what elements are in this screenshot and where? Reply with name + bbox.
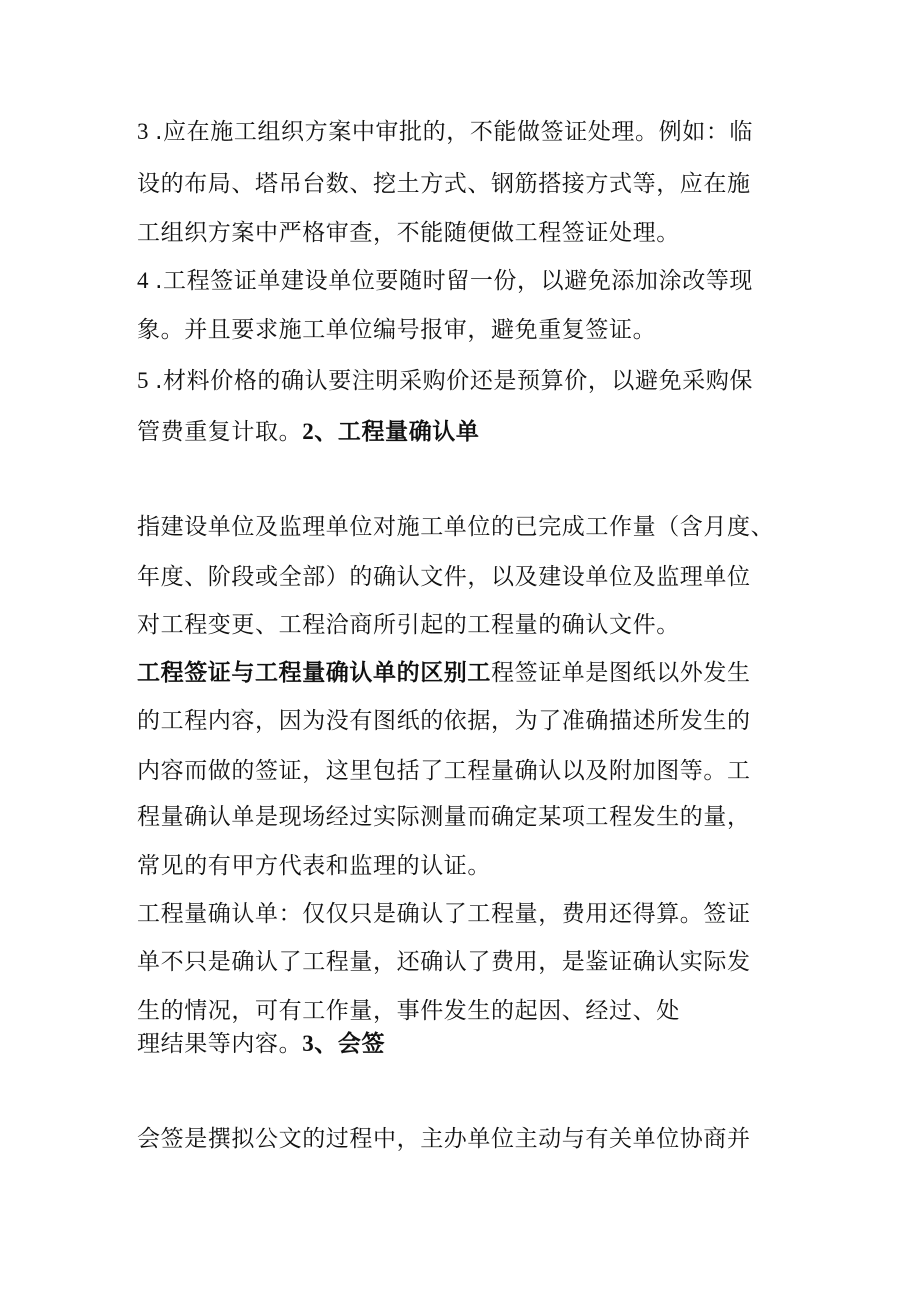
difference-para-line-5: 常见的有甲方代表和监理的认证。 xyxy=(137,853,491,879)
quantity-para-line-3: 对工程变更、工程洽商所引起的工程量的确认文件。 xyxy=(137,612,680,638)
item-3-line-3: 工组织方案中严格审查，不能随便做工程签证处理。 xyxy=(137,220,680,246)
quantity-para-line-1: 指建设单位及监理单位对施工单位的已完成工作量（含月度、 xyxy=(137,514,775,540)
item-4-text-1: .工程签证单建设单位要随时留一份，以避免添加涂改等现 xyxy=(155,268,754,294)
difference-bold-title: 工程签证与工程量确认单的区别工 xyxy=(137,660,491,686)
item-4-number: 4 xyxy=(137,268,150,293)
item-5-line-2 xyxy=(137,417,480,447)
difference-text-1: 程签证单是图纸以外发生 xyxy=(491,660,751,686)
compare-para-line-4 xyxy=(137,1029,385,1059)
item-5-text-2: 管费重复计取。 xyxy=(137,419,303,445)
item-3-line-2: 设的布局、塔吊台数、挖土方式、钢筋搭接方式等，应在施 xyxy=(137,171,751,197)
difference-para-line-1 xyxy=(137,658,751,688)
item-5-line-1 xyxy=(137,366,753,396)
item-3-number: 3 xyxy=(137,119,150,144)
section-2-number: 2、 xyxy=(302,419,338,444)
section-3-heading: 会签 xyxy=(337,1031,386,1057)
difference-para-line-3: 内容而做的签证，这里包括了工程量确认以及附加图等。工 xyxy=(137,758,751,784)
quantity-para-line-2: 年度、阶段或全部）的确认文件，以及建设单位及监理单位 xyxy=(137,564,751,590)
difference-para-line-4: 程量确认单是现场经过实际测量而确定某项工程发生的量， xyxy=(137,804,751,830)
section-3-number: 3、 xyxy=(302,1031,338,1056)
item-4-line-2: 象。并且要求施工单位编号报审，避免重复签证。 xyxy=(137,317,657,343)
countersign-para-line-1: 会签是撰拟公文的过程中，主办单位主动与有关单位协商并 xyxy=(137,1126,751,1152)
compare-para-line-2: 单不只是确认了工程量，还确认了费用，是鉴证确认实际发 xyxy=(137,949,751,975)
difference-para-line-2: 的工程内容，因为没有图纸的依据，为了准确描述所发生的 xyxy=(137,708,751,734)
item-5-number: 5 xyxy=(137,368,150,393)
item-4-line-1 xyxy=(137,266,753,296)
compare-para-line-1: 工程量确认单：仅仅只是确认了工程量，费用还得算。签证 xyxy=(137,901,751,927)
section-2-heading: 工程量确认单 xyxy=(337,419,480,445)
item-3-line-1 xyxy=(137,117,753,147)
item-5-text-1: .材料价格的确认要注明采购价还是预算价，以避免采购保 xyxy=(155,368,754,394)
compare-text-4: 理结果等内容。 xyxy=(137,1031,303,1057)
item-3-text-1: .应在施工组织方案中审批的，不能做签证处理。例如：临 xyxy=(155,119,754,145)
compare-para-line-3: 生的情况，可有工作量，事件发生的起因、经过、处 xyxy=(137,998,680,1024)
